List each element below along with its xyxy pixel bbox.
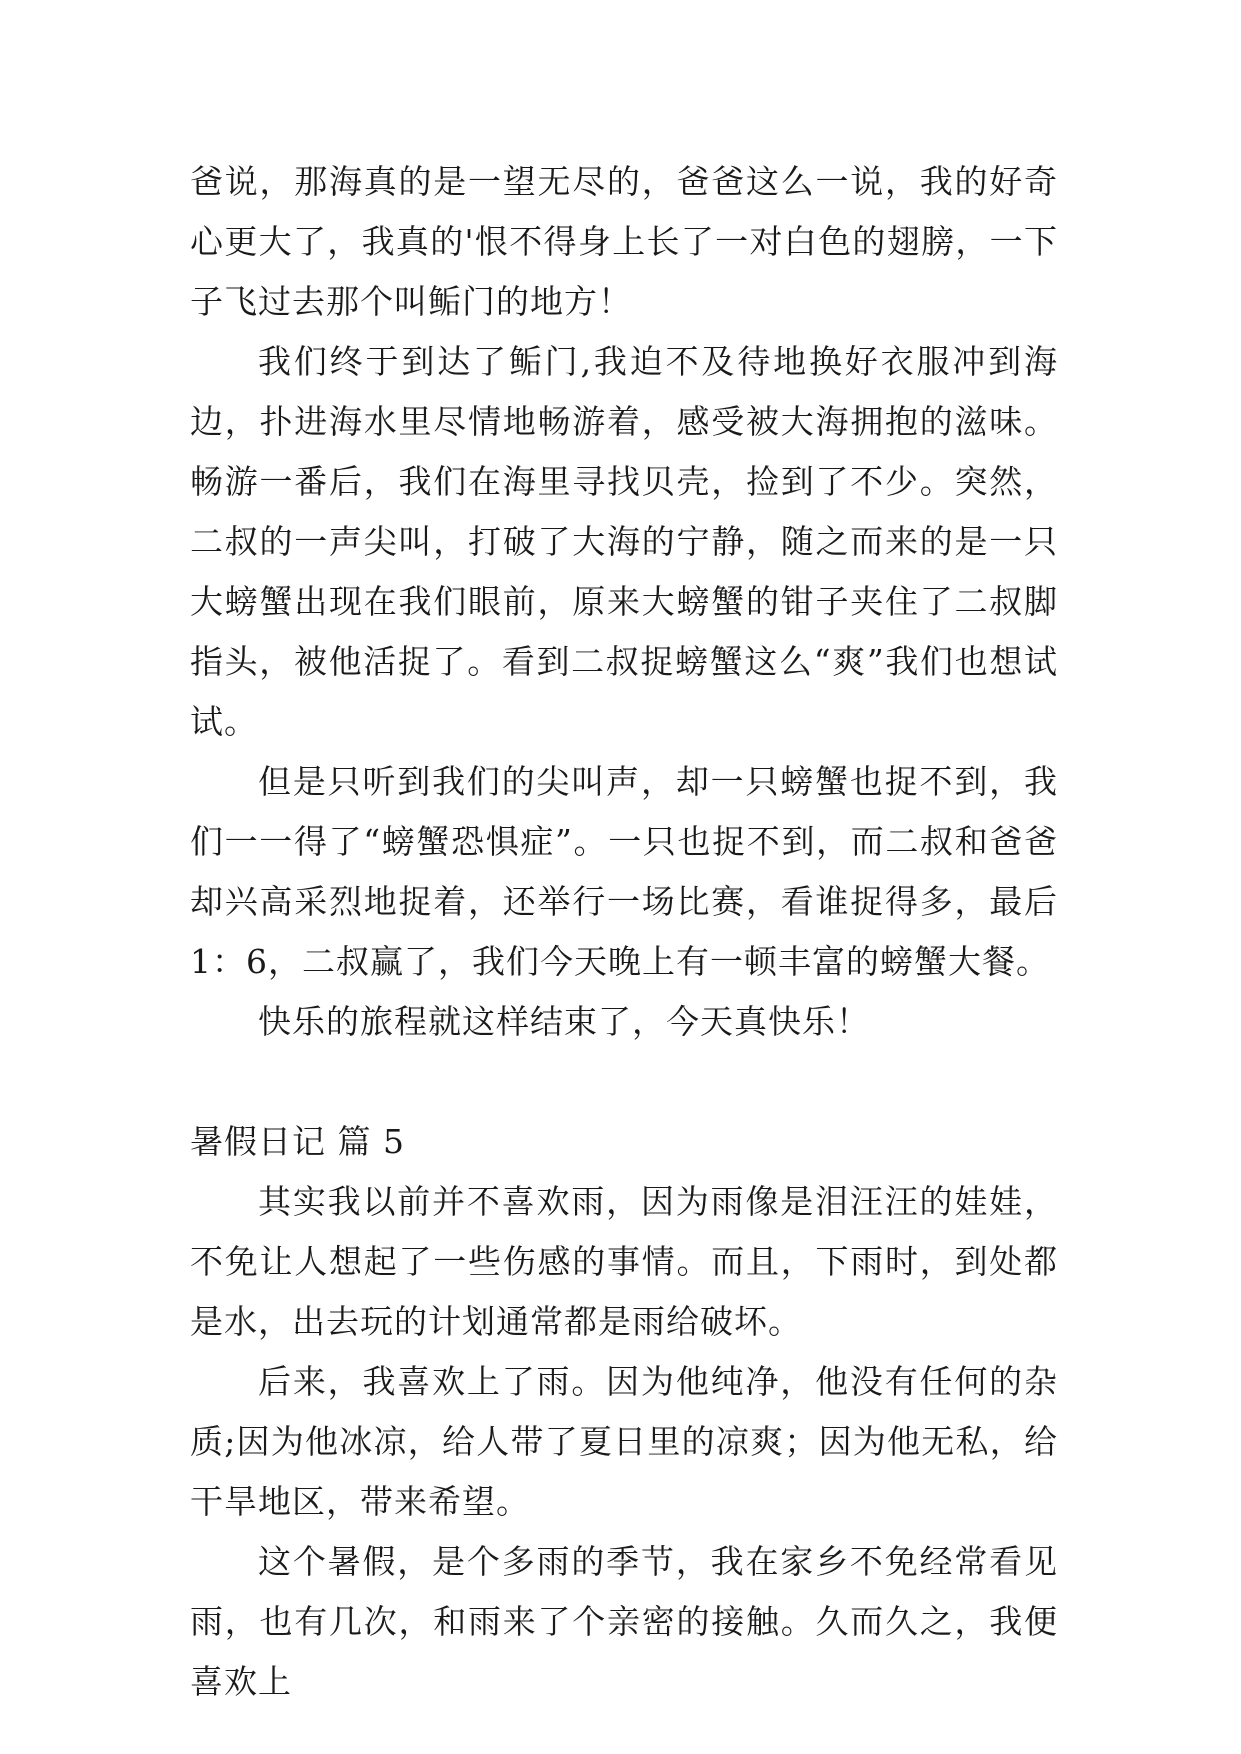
paragraph: 但是只听到我们的尖叫声，却一只螃蟹也捉不到，我们一一得了“螃蟹恐惧症”。一只也捉不到，而二叔和爸爸却兴高采烈地捉着，还举行一场比赛，看谁捉得多，最后 1：6，二叔赢了，我们今天晚上有一顿丰富的螃蟹大餐。 xyxy=(190,762,1058,981)
paragraph: 爸说，那海真的是一望无尽的，爸爸这么一说，我的好奇心更大了，我真的'恨不得身上长了一对白色的翅膀，一下子飞过去那个叫鲘门的地方！ xyxy=(190,162,1058,321)
paragraph: 我们终于到达了鲘门,我迫不及待地换好衣服冲到海边，扑进海水里尽情地畅游着，感受被大海拥抱的滋味。畅游一番后，我们在海里寻找贝壳，捡到了不少。突然，二叔的一声尖叫，打破了大海的宁静，随之而来的是一只大螃蟹出现在我们眼前，原来大螃蟹的钳子夹住了二叔脚指头，被他活捉了。看到二叔捉螃蟹这么“爽”我们也想试试。 xyxy=(190,342,1058,741)
document-body xyxy=(190,152,1058,1712)
paragraph: 其实我以前并不喜欢雨，因为雨像是泪汪汪的娃娃，不免让人想起了一些伤感的事情。而且，下雨时，到处都是水，出去玩的计划通常都是雨给破坏。 xyxy=(190,1182,1058,1341)
paragraph: 快乐的旅程就这样结束了，今天真快乐！ xyxy=(258,1002,870,1041)
section-heading: 暑假日记 篇 5 xyxy=(190,1122,405,1161)
paragraph: 后来，我喜欢上了雨。因为他纯净，他没有任何的杂质;因为他冰凉，给人带了夏日里的凉爽；因为他无私，给干旱地区，带来希望。 xyxy=(190,1362,1058,1521)
blank-line xyxy=(190,1052,1058,1112)
paragraph: 这个暑假，是个多雨的季节，我在家乡不免经常看见雨，也有几次，和雨来了个亲密的接触。久而久之，我便喜欢上 xyxy=(190,1542,1058,1701)
